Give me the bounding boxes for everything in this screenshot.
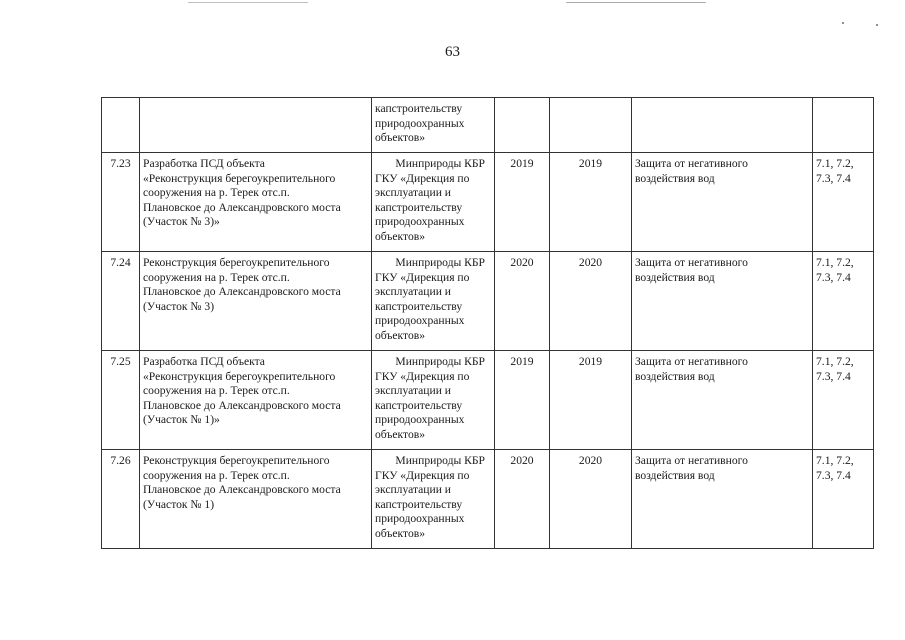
name-line: Разработка ПСД объекта (143, 355, 265, 368)
executor-line: объектов» (375, 229, 426, 243)
start-year-cell (495, 98, 550, 153)
executor-line: эксплуатации и (375, 285, 452, 299)
end-year-cell: 2019 (550, 351, 632, 450)
result-line: Защита от негативного (635, 256, 748, 269)
result-line: воздействия вод (635, 270, 715, 284)
name-line: Разработка ПСД объекта (143, 157, 265, 170)
links-line: 7.3, 7.4 (816, 171, 851, 185)
table-row (102, 351, 874, 450)
links-line: 7.3, 7.4 (816, 369, 851, 383)
executor-cell (372, 153, 495, 252)
num-cell: 7.26 (102, 450, 140, 549)
executor-line: объектов» (375, 526, 426, 540)
start-year-cell: 2019 (495, 351, 550, 450)
result-cell (632, 450, 813, 549)
result-cell (632, 252, 813, 351)
name-line: Плановское до Александровского моста (143, 200, 341, 214)
links-line: 7.1, 7.2, (816, 454, 854, 467)
name-line: Плановское до Александровского моста (143, 398, 341, 412)
name-line: сооружения на р. Терек отс.п. (143, 468, 290, 482)
result-line: воздействия вод (635, 171, 715, 185)
executor-lead: Минприроды КБР (395, 157, 485, 170)
executor-lead: Минприроды КБР (395, 355, 485, 368)
result-line: Защита от негативного (635, 454, 748, 467)
scan-artifact (188, 2, 308, 3)
executor-line: капстроительству (375, 200, 463, 214)
executor-line: объектов» (375, 427, 426, 441)
name-line: сооружения на р. Терек отс.п. (143, 384, 290, 398)
executor-line: природоохранных (375, 314, 465, 328)
executor-line: природоохранных (375, 413, 465, 427)
executor-line: капстроительству (375, 299, 463, 313)
result-line: воздействия вод (635, 468, 715, 482)
name-line: Реконструкция берегоукрепительного (143, 454, 330, 467)
start-year-cell: 2019 (495, 153, 550, 252)
executor-cell (372, 98, 495, 153)
scan-artifact (566, 2, 706, 3)
executor-cell (372, 351, 495, 450)
links-line: 7.3, 7.4 (816, 270, 851, 284)
name-cell (140, 252, 372, 351)
name-cell (140, 98, 372, 153)
result-cell (632, 153, 813, 252)
scan-artifact (842, 22, 844, 24)
executor-line: эксплуатации и (375, 186, 452, 200)
name-line: сооружения на р. Терек отс.п. (143, 270, 290, 284)
executor-line: природоохранных (375, 116, 465, 130)
links-line: 7.3, 7.4 (816, 468, 851, 482)
name-line: Плановское до Александровского моста (143, 285, 341, 299)
name-line: (Участок № 3)» (143, 215, 220, 229)
result-cell (632, 351, 813, 450)
executor-line: ГКУ «Дирекция по (375, 369, 470, 383)
name-line: «Реконструкция берегоукрепительного (143, 369, 336, 383)
name-cell (140, 351, 372, 450)
name-line: Реконструкция берегоукрепительного (143, 256, 330, 269)
name-line: сооружения на р. Терек отс.п. (143, 186, 290, 200)
result-line: воздействия вод (635, 369, 715, 383)
end-year-cell (550, 98, 632, 153)
executor-line: ГКУ «Дирекция по (375, 270, 470, 284)
executor-line: капстроительству (375, 102, 463, 115)
executor-line: объектов» (375, 328, 426, 342)
start-year-cell: 2020 (495, 252, 550, 351)
links-cell (813, 98, 874, 153)
executor-line: эксплуатации и (375, 384, 452, 398)
executor-line: природоохранных (375, 215, 465, 229)
links-cell (813, 252, 874, 351)
name-line: Плановское до Александровского моста (143, 483, 341, 497)
links-line: 7.1, 7.2, (816, 256, 854, 269)
measures-table (101, 97, 874, 549)
result-line: Защита от негативного (635, 355, 748, 368)
executor-line: капстроительству (375, 497, 463, 511)
name-cell (140, 450, 372, 549)
executor-line: ГКУ «Дирекция по (375, 171, 470, 185)
end-year-cell: 2020 (550, 450, 632, 549)
scan-artifact (876, 24, 878, 26)
table-row-continuation (102, 98, 874, 153)
result-line: Защита от негативного (635, 157, 748, 170)
table-row (102, 450, 874, 549)
links-cell (813, 450, 874, 549)
end-year-cell: 2020 (550, 252, 632, 351)
links-cell (813, 153, 874, 252)
name-line: (Участок № 1) (143, 497, 215, 511)
executor-line: объектов» (375, 131, 426, 145)
executor-line: эксплуатации и (375, 483, 452, 497)
num-cell: 7.24 (102, 252, 140, 351)
name-line: (Участок № 3) (143, 299, 215, 313)
links-cell (813, 351, 874, 450)
links-line: 7.1, 7.2, (816, 355, 854, 368)
num-cell: 7.23 (102, 153, 140, 252)
executor-lead: Минприроды КБР (395, 256, 485, 269)
result-cell (632, 98, 813, 153)
executor-cell (372, 450, 495, 549)
executor-line: ГКУ «Дирекция по (375, 468, 470, 482)
name-cell (140, 153, 372, 252)
page-number: 63 (445, 44, 460, 60)
name-line: (Участок № 1)» (143, 413, 220, 427)
start-year-cell: 2020 (495, 450, 550, 549)
num-cell (102, 98, 140, 153)
links-line: 7.1, 7.2, (816, 157, 854, 170)
executor-line: природоохранных (375, 512, 465, 526)
table-row (102, 153, 874, 252)
name-line: «Реконструкция берегоукрепительного (143, 171, 336, 185)
executor-lead: Минприроды КБР (395, 454, 485, 467)
table-row (102, 252, 874, 351)
executor-cell (372, 252, 495, 351)
num-cell: 7.25 (102, 351, 140, 450)
end-year-cell: 2019 (550, 153, 632, 252)
executor-line: капстроительству (375, 398, 463, 412)
